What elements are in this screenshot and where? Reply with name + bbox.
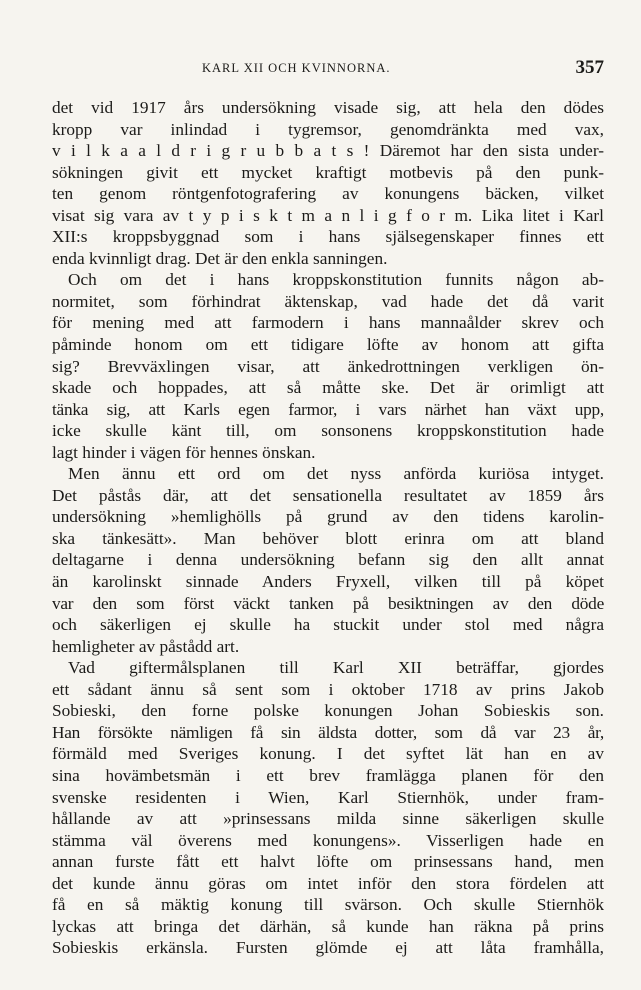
text-line: sig? Brevväxlingen visar, att änkedrottningen verkligen ön- [52, 356, 604, 376]
page-number: 357 [575, 57, 604, 78]
text-line: påminde honom om ett tidigare löfte av honom att gifta [52, 335, 604, 355]
text-line: lagt hinder i vägen för hennes önskan. [52, 442, 316, 462]
text-line: lyckas att bringa det därhän, så kunde han räkna på prins [52, 916, 604, 936]
text-line: och säkerligen ej skulle ha stuckit under stol med några [52, 615, 604, 635]
text-line: tänka sig, att Karls egen farmor, i vars närhet han växt upp, [52, 399, 604, 419]
text-line: visat sig vara av t y p i s k t m a n l i g f o r m. Lika litet i Karl [52, 205, 604, 225]
text-line: hållande av att »prinsessans milda sinne säkerligen skulle [52, 809, 604, 829]
text-line: kropp var inlindad i tygremsor, genomdränkta med vax, [52, 119, 604, 139]
text-line: v i l k a a l d r i g r u b b a t s ! Däremot har den sista under- [52, 141, 604, 161]
running-title: KARL XII OCH KVINNORNA. [202, 61, 391, 75]
text-line: det vid 1917 års undersökning visade sig, att hela den dödes [52, 98, 604, 117]
text-line: förmäld med Sveriges konung. I det syftet lät han en av [52, 744, 604, 764]
running-head [52, 57, 604, 81]
text-line: undersökning »hemlighölls på grund av den tidens karolin- [52, 507, 604, 527]
text-line: Han försökte nämligen få sin äldsta dotter, som då var 23 år, [52, 722, 604, 742]
text-line: Sobieski, den forne polske konungen Johan Sobieskis son. [52, 701, 604, 721]
text-line: det kunde ännu göras om intet inför den stora fördelen att [52, 873, 604, 893]
text-line: ska tänkesätt». Man behöver blott erinra om att bland [52, 528, 604, 548]
text-line: normitet, som förhindrat äktenskap, vad hade det då varit [52, 291, 604, 311]
text-line: svenske residenten i Wien, Karl Stiernhök, under fram- [52, 787, 604, 807]
text-line: var den som först väckt tanken på besiktningen av den döde [52, 593, 604, 613]
text-line: XII:s kroppsbyggnad som i hans själsegenskaper finnes ett [52, 227, 604, 247]
text-line: Sobieskis erkänsla. Fursten glömde ej att låta framhålla, [52, 938, 604, 958]
text-line: för mening med att farmodern i hans mannaålder skrev och [52, 313, 604, 333]
text-line: Vad giftermålsplanen till Karl XII beträffar, gjordes [68, 658, 604, 678]
text-line: icke skulle känt till, om sonsonens kroppskonstitution hade [52, 421, 604, 441]
body-text [52, 97, 604, 959]
text-line: få en så mäktig konung till svärson. Och skulle Stiernhök [52, 895, 604, 915]
text-line: annan furste fått ett halvt löfte om prinsessans hand, men [52, 852, 604, 872]
text-line: sökningen givit ett mycket kraftigt motbevis på den punk- [52, 162, 604, 182]
text-line: sina hovämbetsmän i ett brev framlägga planen för den [52, 765, 604, 785]
text-line: Och om det i hans kroppskonstitution funnits någon ab- [68, 270, 604, 290]
text-line: deltagarne i denna undersökning befann sig den allt annat [52, 550, 604, 570]
text-line: än karolinskt sinnade Anders Fryxell, vilken till på köpet [52, 572, 604, 592]
text-line: enda kvinnligt drag. Det är den enkla sanningen. [52, 248, 388, 268]
text-line: stämma väl överens med konungens». Visserligen hade en [52, 830, 604, 850]
text-line: ett sådant ännu så sent som i oktober 1718 av prins Jakob [52, 679, 604, 699]
text-line: Det påstås där, att det sensationella resultatet av 1859 års [52, 485, 604, 505]
text-line: Men ännu ett ord om det nyss anförda kuriösa intyget. [68, 464, 604, 484]
text-line: skade och hoppades, att så måtte ske. Det är orimligt att [52, 378, 604, 398]
text-line: hemligheter av påstådd art. [52, 636, 240, 656]
text-line: ten genom röntgenfotografering av konungens bäcken, vilket [52, 184, 604, 204]
